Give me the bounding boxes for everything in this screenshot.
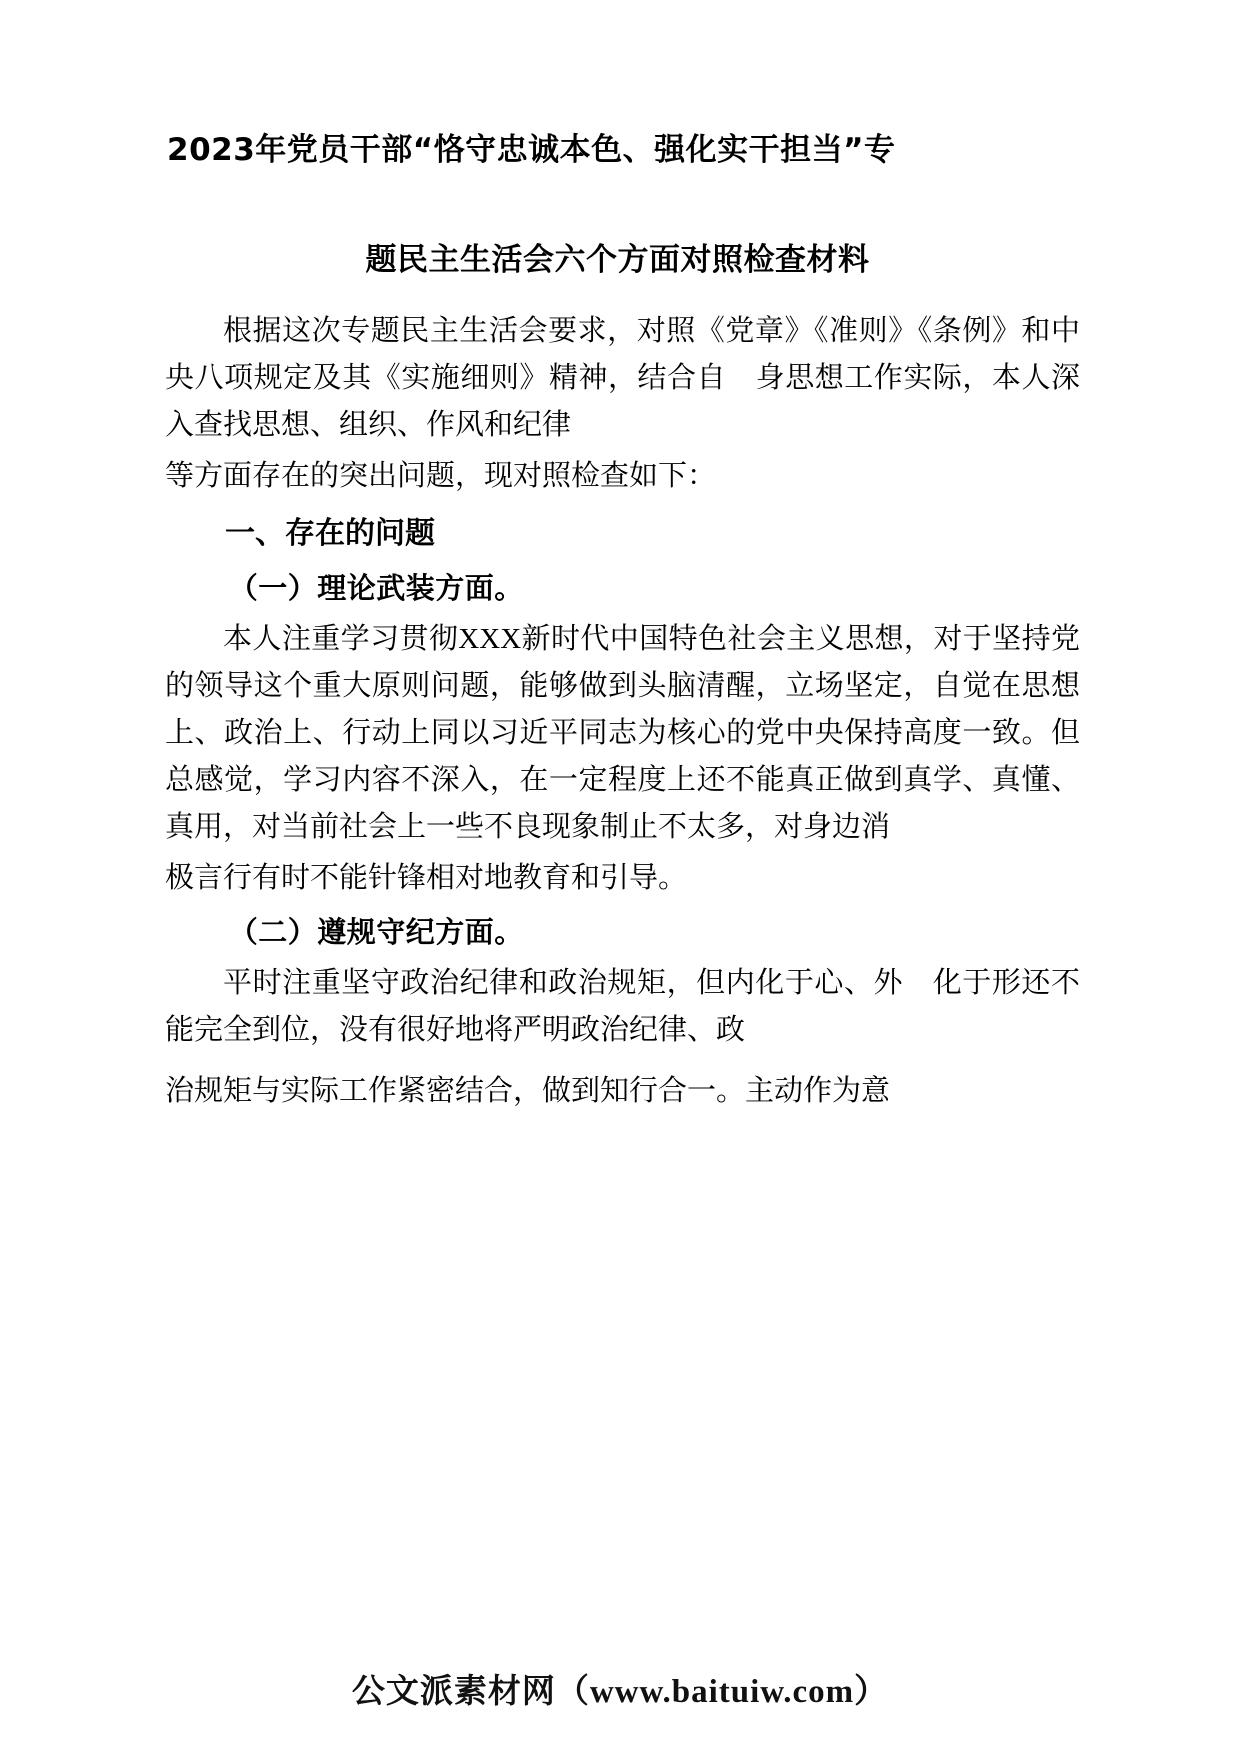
intro-paragraph-continued: 等方面存在的突出问题，现对照检查如下：	[165, 459, 717, 492]
section-heading-existing-problems: 一、存在的问题	[225, 515, 435, 551]
subsection-body-theory-continued: 极言行有时不能针锋相对地教育和引导。	[165, 861, 688, 894]
footer-watermark: 公文派素材网（www.baituiw.com）	[351, 1674, 889, 1710]
subsection-heading-discipline: （二）遵规守纪方面。	[228, 916, 524, 949]
document-body	[165, 308, 1080, 1115]
subsection-body-discipline: 平时注重坚守政治纪律和政治规矩，但内化于心、外 化于形还不能完全到位，没有很好地将严明政治纪律、政	[165, 967, 1080, 1047]
document-title-line-2: 题民主生活会六个方面对照检查材料	[365, 241, 870, 278]
intro-paragraph: 根据这次专题民主生活会要求，对照《党章》《准则》《条例》和中央八项规定及其《实施细则》精神，结合自 身思想工作实际，本人深入查找思想、组织、作风和纪律	[165, 314, 1080, 441]
document-title-line-1: 2023年党员干部“恪守忠诚本色、强化实干担当”专	[167, 132, 896, 168]
subsection-body-discipline-continued: 治规矩与实际工作紧密结合，做到知行合一。主动作为意	[165, 1075, 891, 1108]
subsection-heading-theory: （一）理论武装方面。	[228, 572, 524, 605]
subsection-body-theory: 本人注重学习贯彻XXX新时代中国特色社会主义思想，对于坚持党的领导这个重大原则问题，能够做到头脑清醒，立场坚定，自觉在思想上、政治上、行动上同以习近平同志为核心的党中央保持高度一致。但总感觉，学习内容不深入，在一定程度上还不能真正做到真学、真懂、真用，对当前社会上一些不良现象制止不太多，对身边消	[165, 622, 1080, 843]
